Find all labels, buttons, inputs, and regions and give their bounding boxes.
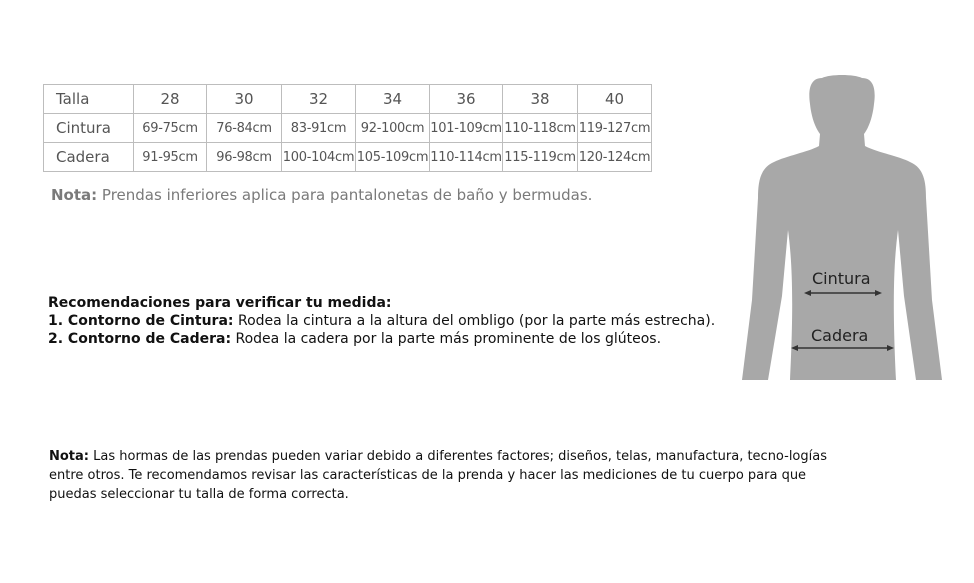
hip-cell: 120-124cm (578, 143, 652, 172)
hip-label: Cadera (811, 326, 869, 345)
waist-row (44, 114, 652, 143)
waist-cell: 69-75cm (134, 114, 207, 143)
recommendation-item (48, 330, 715, 348)
note-general (49, 447, 839, 504)
recommendation-label: 2. Contorno de Cadera: (48, 331, 232, 347)
size-cell: 36 (430, 85, 503, 114)
waist-row-label: Cintura (44, 114, 134, 143)
note-bottoms (51, 186, 592, 204)
note-general-text: Las hormas de las prendas pueden variar debido a diferentes factores; diseños, telas, manufactura, tecno-logías entre otros. Te recomendamos revisar las características de la prenda y hacer las mediciones de tu cuerpo para que puedas seleccionar tu talla de forma correcta. (49, 449, 827, 502)
recommendation-label: 1. Contorno de Cintura: (48, 313, 234, 329)
size-cell: 28 (134, 85, 207, 114)
waist-cell: 76-84cm (207, 114, 282, 143)
note-bottoms-text: Prendas inferiores aplica para pantalonetas de baño y bermudas. (97, 186, 593, 204)
size-cell: 40 (578, 85, 652, 114)
waist-cell: 110-118cm (503, 114, 578, 143)
note-general-label: Nota: (49, 449, 89, 464)
recommendations (48, 294, 715, 348)
waist-cell: 83-91cm (282, 114, 356, 143)
waist-cell: 101-109cm (430, 114, 503, 143)
hip-row (44, 143, 652, 172)
note-bottoms-label: Nota: (51, 186, 98, 204)
hip-cell: 115-119cm (503, 143, 578, 172)
hip-cell: 100-104cm (282, 143, 356, 172)
recommendation-text: Rodea la cadera por la parte más prominente de los glúteos. (231, 331, 662, 347)
hip-row-label: Cadera (44, 143, 134, 172)
size-header-row (44, 85, 652, 114)
body-measurement-figure (738, 70, 948, 385)
hip-cell: 105-109cm (356, 143, 430, 172)
recommendation-text: Rodea la cintura a la altura del ombligo (por la parte más estrecha). (233, 313, 716, 329)
recommendation-item (48, 312, 715, 330)
hip-cell: 96-98cm (207, 143, 282, 172)
size-cell: 30 (207, 85, 282, 114)
size-header-label: Talla (44, 85, 134, 114)
size-table (43, 84, 652, 172)
waist-cell: 92-100cm (356, 114, 430, 143)
size-cell: 38 (503, 85, 578, 114)
hip-cell: 110-114cm (430, 143, 503, 172)
hip-cell: 91-95cm (134, 143, 207, 172)
size-cell: 32 (282, 85, 356, 114)
waist-label: Cintura (812, 269, 871, 288)
recommendations-title: Recomendaciones para verificar tu medida: (48, 295, 392, 311)
size-cell: 34 (356, 85, 430, 114)
waist-cell: 119-127cm (578, 114, 652, 143)
